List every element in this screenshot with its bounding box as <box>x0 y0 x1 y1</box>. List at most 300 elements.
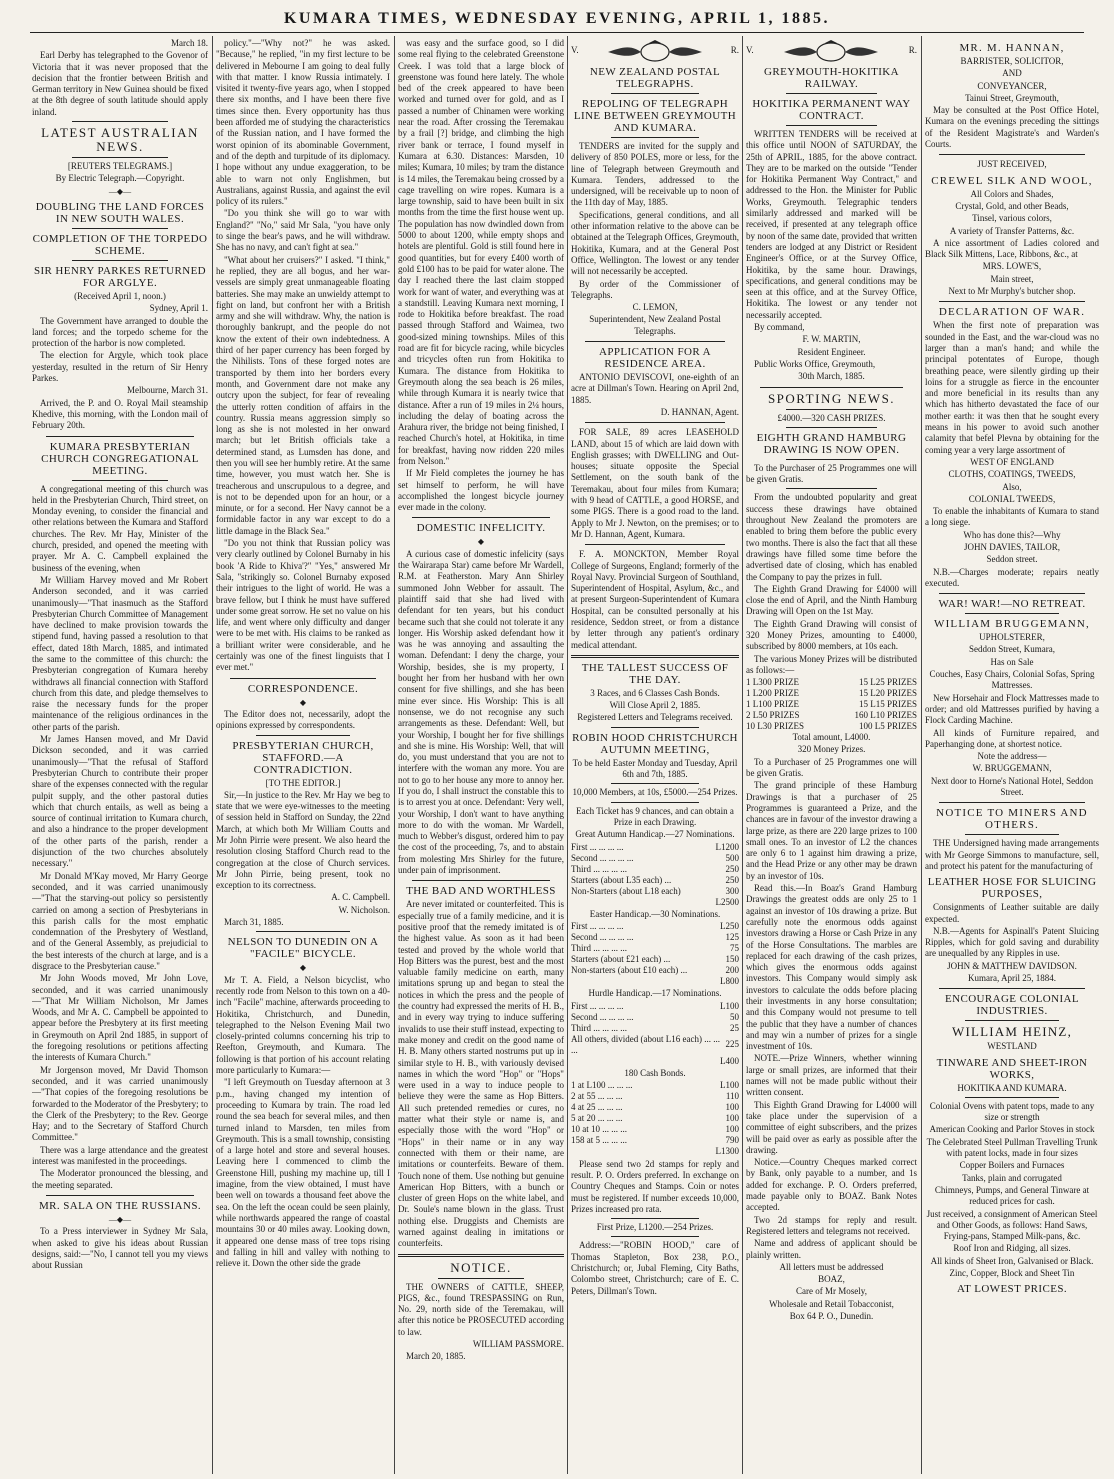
divider <box>939 988 1085 989</box>
divider <box>611 93 699 94</box>
table-cell-value: 500 <box>725 852 739 863</box>
divider <box>46 436 194 437</box>
divider <box>398 1254 564 1257</box>
divider <box>611 1218 699 1219</box>
divider <box>611 137 699 138</box>
paragraph: The various Money Prizes will be distributed as follows:— <box>746 653 917 675</box>
table-cell-label: 1 L200 PRIZE <box>746 688 799 699</box>
divider <box>939 301 1085 302</box>
table-heading: Great Autumn Handicap.—27 Nominations. <box>575 829 735 840</box>
divider <box>760 387 903 388</box>
ad-line: Roof Iron and Ridging, all sizes. <box>953 1243 1071 1254</box>
address-line: Main street, <box>990 273 1034 284</box>
ad-line: Colonial Ovens with patent tops, made to any size or strength <box>929 1100 1095 1123</box>
table-total: L400 <box>720 1055 739 1066</box>
table-total: Total amount, L4000. <box>792 732 871 743</box>
table-cell-value: 790 <box>725 1135 739 1146</box>
headline: NOTICE. <box>450 1259 512 1275</box>
column-divider <box>921 36 922 1474</box>
paragraph: To enable the inhabitants of Kumara to stand a long siege. <box>925 506 1099 528</box>
advertiser-name: JOHN DAVIES, TAILOR, <box>964 541 1060 552</box>
signature-title: Superintendent, New Zealand Postal Telegraphs. <box>589 314 721 336</box>
table-cell-label: 10 at 10 ... ... ... <box>571 1124 627 1135</box>
table-cell-value: 50 <box>730 1011 739 1022</box>
table-heading: Hurdle Handicap.—17 Nominations. <box>588 988 722 999</box>
ad-heading: ENCOURAGE COLONIAL INDUSTRIES. <box>945 993 1079 1018</box>
divider <box>256 735 350 736</box>
ornament: —◆— <box>108 1214 132 1224</box>
table-cell-value: 25 <box>730 1022 739 1033</box>
dateline: Melbourne, March 31. <box>127 385 208 396</box>
table-row <box>571 1001 739 1012</box>
table-cell-label: Third ... ... ... ... <box>571 863 627 874</box>
prize-table <box>571 1001 739 1056</box>
table-row <box>571 1135 739 1146</box>
dateline: Sydney, April 1. <box>149 303 208 314</box>
table-cell-value: 100 L5 PRIZES <box>858 721 917 732</box>
paragraph: "Do you think she will go to war with England?" "No," said Mr Sala, "you have only to singe the bear's paws, and he will withdraw. She has no navy, and can't fight at sea." <box>216 208 390 253</box>
headline: NELSON TO DUNEDIN ON A "FACILE" BICYCLE. <box>227 936 379 961</box>
paragraph: "Do you not think that Russian policy was very clearly outlined by Colonel Burnaby in his book 'A Ride to Khiva'?" "Yes," answered Mr Sala, "strikingly so. Colonel Burnaby exposed their intrigues to the light of world. He was a brave fellow, but I think he must have suffered under some great sorrow. He set no value on his life, and went where only difficulty and danger were to be met with. His claims to be ranked as a brilliant writer were considerable, and he certainly was one of the finest linguists that I ever met." <box>216 538 390 673</box>
headline: EIGHTH GRAND HAMBURG DRAWING IS NOW OPEN. <box>756 431 907 456</box>
table-row <box>571 1012 739 1023</box>
paragraph: Mr John Woods moved, Mr John Love, seconded, and it was carried unanimously—"That Mr William Nicholson, Mr James Woods, and Mr A. C. Campbell be appointed to appear before the Presbytery at its first meeting in Greymouth on April 2nd 1885, in support of the foregoing resolutions or petitions affecting the interests of Kumara Church." <box>32 973 208 1063</box>
paragraph: By order of the Commissioner of Telegraphs. <box>571 278 739 300</box>
paragraph: To a Press interviewer in Sydney Mr Sala, when asked to give his ideas about Russian designs, said:—"No, I cannot tell you my views about Russian <box>32 1226 208 1271</box>
table-heading: Easter Handicap.—30 Nominations. <box>589 908 721 919</box>
paragraph: Two 2d stamps for reply and result. Registered letters and telegrams not received. <box>746 1214 917 1236</box>
paragraph: policy."—"Why not?" he was asked. "Because," he replied, "in my first lecture to be delivered in Mebourne I am going to deal fully with that matter. I know Russia intimately. I visited it twenty-five years ago, when I stopped there six months, and I have been there five times since then. Every opportunity has thus been afforded me of studying the characteristics of the Russian nation, and I have formed the worst opinion of its abominable Government, and of the depth and turpitude of its diplomacy. I hope without any undue exaggeration, to be able to warn not only Englishmen, but Australians, against Russia, and against the evil policy of its rulers." <box>216 38 390 207</box>
received-line: (Received April 1, noon.) <box>74 290 166 301</box>
ad-line: Tanks, plain and corrugated <box>962 1172 1062 1183</box>
info-line: 320 Money Prizes. <box>797 744 866 755</box>
table-total: L2500 <box>715 896 739 907</box>
paragraph: Earl Derby has telegraphed to the Govenor of Victoria that it was never proposed that the decision that the frontier between British and German territory in New Guinea should be fixed at the 8th degree of south latitude should apply inland. <box>32 50 208 117</box>
address-line: Next door to Horne's National Hotel, Seddon Street. <box>930 775 1094 798</box>
table-cell-value: 110 <box>725 1091 739 1102</box>
section-heading: LATEST AUSTRALIAN NEWS. <box>41 125 199 155</box>
ad-line: BARRISTER, SOLICITOR, <box>960 56 1064 66</box>
editor-note: The Editor does not, necessarily, adopt the opinions expressed by correspondents. <box>216 708 390 731</box>
ad-line: Chimneys, Pumps, and General Tinware at reduced prices for cash. <box>934 1184 1090 1207</box>
paragraph: The Eighth Grand Drawing will consist of 320 Money Prizes, amounting to £4000, subscribed by 8000 members, at 10s each. <box>746 618 917 652</box>
table-cell-label: 158 at 5 ... ... ... <box>571 1135 627 1146</box>
ad-line: UPHOLSTERER, <box>979 632 1045 643</box>
table-cell-value: 300 <box>725 885 739 896</box>
ad-line: All kinds of Sheet Iron, Galvanised or Black. <box>930 1255 1094 1266</box>
table-cell-value: L250 <box>720 921 739 932</box>
headline: CORRESPONDENCE. <box>247 682 359 695</box>
divider <box>230 678 376 679</box>
paragraph: All kinds of Furniture repaired, and Paperhanging done, at shortest notice. <box>925 727 1099 749</box>
table-cell-label: 2 at 55 ... ... ... <box>571 1091 623 1102</box>
address-line: Seddon street. <box>986 554 1038 565</box>
table-row <box>571 932 739 943</box>
table-cell-value: L100 <box>720 1000 739 1011</box>
subheading: [REUTERS TELEGRAMS.] <box>67 161 173 172</box>
ad-line: Tainui Street, Greymouth, <box>965 92 1059 103</box>
address-line: Box 64 P. O., Dunedin. <box>789 1311 874 1322</box>
table-cell-label: First ... ... ... ... <box>571 921 624 932</box>
paragraph: To a Purchaser of 25 Programmes one will be given Gratis. <box>746 756 917 779</box>
paragraph: ANTONIO DEVISCOVI, one-eighth of an acre at Dillman's Town. Hearing on April 2nd, 1885. <box>571 372 739 405</box>
table-row <box>571 921 739 932</box>
paragraph: Please send two 2d stamps for reply and result. P. O. Orders preferred. In exchange on Country Cheques and Stamps. Coin or notes must be registered. If number exceeds 10,000, Prizes increased pro rata. <box>571 1158 739 1214</box>
divider <box>965 613 1059 614</box>
divider <box>72 228 168 229</box>
table-row <box>571 1034 739 1056</box>
paragraph: This Eighth Grand Drawing for L4000 will take place under the supervision of a committee of eight subscribers, and the prizes will be paid over as early as possible after the drawing. <box>746 1099 917 1155</box>
table-row <box>746 721 917 732</box>
table-cell-value: 225 <box>725 1039 739 1050</box>
table-row <box>571 886 739 897</box>
advertiser-name: JOHN & MATTHEW DAVIDSON. <box>947 960 1077 971</box>
paragraph: To the Purchaser of 25 Programmes one will be given Gratis. <box>746 462 917 485</box>
paragraph: When the first note of preparation was sounded in the East, and the war-cloud was no larger than a man's hand; and while the principal potentates of Europe, though breathing peace, were silently girding up their loins for a struggle as fierce in the encounter and more beneficial in its results than any which has hitherto devastated the face of our mother earth: it was then that he sought every means in his power to avoid such another calamity that befel Plevna by obtaining for the coming year a very large assortment of <box>925 320 1099 455</box>
divider <box>939 593 1085 594</box>
ad-line: A variety of Transfer Patterns, &c. <box>949 225 1075 236</box>
table-row <box>746 677 917 688</box>
column-divider <box>212 36 213 1474</box>
headline: MR. SALA ON THE RUSSIANS. <box>39 1199 201 1212</box>
signature: D. HANNAN, Agent. <box>660 406 739 417</box>
advertiser-name: WILLIAM BRUGGEMANN, <box>933 618 1090 631</box>
ad-line: Copper Boilers and Furnaces <box>959 1160 1065 1171</box>
paragraph: TENDERS are invited for the supply and delivery of 850 POLES, more or less, for the line of Telegraph between Greymouth and Kumara. Tenders, addressed to the undersigned, will be receivable up to noon of the 11th day of May, 1885. <box>571 141 739 208</box>
table-row <box>571 1124 739 1135</box>
table-cell-value: 100 <box>725 1124 739 1135</box>
divider <box>786 459 877 460</box>
signature-place: Public Works Office, Greymouth, <box>754 358 876 369</box>
table-row <box>571 853 739 864</box>
advertiser-name: MR. M. HANNAN, <box>959 42 1065 54</box>
headline: COMPLETION OF THE TORPEDO SCHEME. <box>32 232 208 257</box>
coat-of-arms-icon <box>600 40 710 62</box>
ad-heading: CREWEL SILK AND WOOL, <box>931 174 1093 187</box>
divider <box>965 1097 1059 1098</box>
paragraph: Name and address of applicant should be plainly written. <box>746 1238 917 1260</box>
crest-letter: R. <box>730 45 739 56</box>
table-cell-value: 15 L25 PRIZES <box>858 677 917 688</box>
paragraph: From the undoubted popularity and great success these drawings have obtained throughout New Zealand the promoters are enabled to bring them before the public every two months. There is also the fact that all these drawings have filled some time before the advertised date of closing, which has enabled the Company to pay the prizes in full. <box>746 492 917 582</box>
ad-line: HOKITIKA AND KUMARA. <box>957 1082 1067 1093</box>
ad-line: Who has done this?—Why <box>963 529 1061 540</box>
paragraph: Mr James Hansen moved, and Mr David Dickson seconded, and it was carried unanimously—"That the refusal of Stafford Presbyterian Church to contribute their proper share of the expenses connected with the regular pulpit supply, and the other pastoral duties which that church entails, as well as being a source of continual irritation to Kumara church, and also a hindrance to the proper development of the other parts of the parish, render a disjunction of the two churches absolutely necessary." <box>32 734 208 869</box>
signature: A. C. Campbell. <box>331 892 390 903</box>
table-row <box>571 1091 739 1102</box>
headline: DOUBLING THE LAND FORCES IN NEW SOUTH WALES. <box>35 200 205 225</box>
prize-table <box>571 921 739 976</box>
coat-of-arms-icon <box>776 40 886 62</box>
headline: HOKITIKA PERMANENT WAY CONTRACT. <box>752 98 911 122</box>
paragraph: Arrived, the P. and O. Royal Mail steamship Khedive, this morning, with the London mail of February 20th. <box>32 397 208 431</box>
headline: ROBIN HOOD CHRISTCHURCH AUTUMN MEETING, <box>572 731 738 756</box>
table-row <box>571 1080 739 1091</box>
table-cell-value: 75 <box>730 943 739 954</box>
headline: APPLICATION FOR A RESIDENCE AREA. <box>599 346 711 371</box>
ad-heading: DECLARATION OF WAR. <box>938 306 1086 319</box>
ad-line: Tinsel, various colors, <box>972 213 1052 224</box>
paragraph: A curious case of domestic infelicity (says the Wairarapa Star) came before Mr Wardell, R.M. at Featherston. Mary Ann Shirley summoned John Webber for assault. The plaintiff said that she had lived with defendant for ten years, but his conduct became such that she could not tolerate it any longer. His Worship asked defendant how it was he was annoying and assaulting the woman. Defendant: I deny the charge, your Worship, besides, she is my property, I bought her from her husband with her own consent for five shillings, and she has been mine ever since. His Worship: This is all nonsense, we do not recognise any such arrangements as these. Defendant: Well, but your Worship, I bought her for five shillings and she is mine. His Worship: Well, that will do, you must understand that you are not to interfere with the woman any more. You are not to go to her house any more to annoy her. If you do, I shall instruct the constable this to is to arrest you at once. Defendant: Very well, your Worship, I don't want to have anything more to do with the woman. Mr Wardell, much to Webber's disgust, ordered him to pay the cost of the proceeding, 7s, and to abstain from molesting Mrs Shirley for the future, under pain of imprisonment. <box>398 548 564 876</box>
table-row <box>571 954 739 965</box>
ad-line: JUST RECEIVED, <box>977 159 1047 170</box>
table-cell-label: Starters (about £21 each) ... <box>571 954 671 965</box>
crest-letter: R. <box>908 45 917 56</box>
ad-line: WEST OF ENGLAND <box>970 456 1054 467</box>
table-cell-value: 160 L10 PRIZES <box>854 710 917 721</box>
signature: WILLIAM PASSMORE. <box>472 1339 564 1350</box>
info-line: Each Ticket has 9 chances, and can obtain a Prize in each Drawing. <box>576 805 734 827</box>
signature-title: Resident Engineer. <box>797 346 866 357</box>
paragraph: Consignments of Leather suitable are daily expected. <box>925 902 1099 924</box>
info-line: 3 Races, and 6 Classes Cash Bonds. <box>590 687 720 698</box>
paragraph: May be consulted at the Post Office Hotel, Kumara on the evenings preceding the sittings of the Resident Magistrate's and Warden's Courts. <box>925 105 1099 150</box>
table-cell-label: 1 L300 PRIZE <box>746 677 799 688</box>
divider <box>786 125 877 126</box>
paragraph: The grand principle of these Hamburg Drawings is that a purchaser of 25 Programmes is guaranteed a Prize, and the chances are in favour of the investor drawing a large prize, as there are 220 large prizes to 100 small ones. To an investor of L2 the chances are only 6 to 1 against him drawing a prize, and the Head Prize or any other may be drawn by an investor of 10s. <box>746 780 917 881</box>
paragraph: Sir,—In justice to the Rev. Mr Hay we beg to state that we were eye-witnesses to the meeting of session held in Stafford on Sunday, the 22nd March, at which both Mr William Coutts and Mr John Pirrie were present. We also heard the resolution closing Stafford Church read to the congregation at the close of Church services. Mr John Pirrie, being present, took no exception to its correctness. <box>216 789 390 891</box>
table-total: L800 <box>720 976 739 987</box>
paragraph: THE Undersigned having made arrangements with Mr George Simmons to manufacture, sell, and protect his patent for the manufacturing of <box>925 838 1099 871</box>
paragraph: Address:—"ROBIN HOOD," care of Thomas Stapleton, Box 238, P.O., Christchurch; or, Jubal Fleming, City Baths, Colombo street, Christchurch; care of E. C. Peters, Dillman's Town. <box>571 1240 739 1296</box>
paragraph: WRITTEN TENDERS will be received at this office until NOON of SATURDAY, the 25th of APRIL, 1885, for the above contract. They are to be marked on the outside "Tender for Hokitika Permanent Way Contract," and addressed to the Hon. the Minister for Public Works, Greymouth. Telegraphic tenders similarly addressed and marked will be received, if presented at any telegraph office by noon of the same date, provided that written tenders are lodged at any District or Resident Engineer's Office, or at the Survey Office, Hokitika, by the same hour. Drawings, specifications, and general conditions may be seen at this office, and at the Survey Office, Hokitika. The lowest or any tender not necessarily accepted. <box>746 129 917 320</box>
column-divider <box>394 36 395 1474</box>
table-row <box>571 1023 739 1034</box>
table-cell-label: Third ... ... ... ... <box>571 1022 627 1033</box>
ad-line: WESTLAND <box>987 1041 1037 1052</box>
advertiser-name: WILLIAM HEINZ, <box>951 1024 1073 1040</box>
table-cell-label: Second ... ... ... ... <box>571 1011 634 1022</box>
column-3 <box>398 38 564 1474</box>
table-cell-value: 125 <box>725 932 739 943</box>
signature-date: March 20, 1885. <box>406 1351 466 1362</box>
paragraph: If Mr Field completes the journey he has set himself to perform, he will have accomplished the longest bicycle journey ever made in the colony. <box>398 468 564 513</box>
ornament: ◆ <box>299 697 307 707</box>
table-row <box>571 842 739 853</box>
divider <box>965 1020 1059 1021</box>
divider <box>412 517 550 518</box>
signature: C. LEMON, <box>632 302 678 313</box>
table-cell-label: Non-Starters (about L18 each) <box>571 885 681 896</box>
table-cell-label: Starters (about L35 each) ... <box>571 874 672 885</box>
paragraph: The Government have arranged to double the land forces; and the torpedo scheme for the protection of the harbor is now completed. <box>32 315 208 349</box>
prize-table <box>746 677 917 732</box>
paragraph: N.B.—Charges moderate; repairs neatly executed. <box>925 566 1099 588</box>
column-1 <box>32 38 208 1474</box>
table-cell-label: Second ... ... ... ... <box>571 852 634 863</box>
table-row <box>571 875 739 886</box>
table-row <box>571 943 739 954</box>
ad-line: Zinc, Copper, Block and Sheet Tin <box>949 1268 1075 1279</box>
divider <box>611 1236 699 1237</box>
column-6 <box>925 38 1099 1474</box>
table-cell-label: Third ... ... ... ... <box>571 943 627 954</box>
ad-heading: LEATHER HOSE FOR SLUICING PURPOSES, <box>927 876 1097 901</box>
table-row <box>746 699 917 710</box>
info-line: Will Close April 2, 1885. <box>609 700 701 711</box>
paragraph: The Eighth Grand Drawing for £4000 will close the end of April, and the Ninth Hamburg Drawing will Open on the 1st May. <box>746 583 917 617</box>
ad-line: CLOTHS, COATINGS, TWEEDS, <box>948 469 1076 480</box>
ad-line: Couches, Easy Chairs, Colonial Sofas, Spring Mattresses. <box>929 669 1095 691</box>
table-cell-value: 100 <box>725 1113 739 1124</box>
table-cell-value: 250 <box>725 863 739 874</box>
table-cell-label: First ... ... ... ... <box>571 1000 624 1011</box>
masthead-rule <box>30 32 1084 33</box>
divider <box>571 655 739 658</box>
address-line: Next to Mr Murphy's butcher shop. <box>948 286 1076 297</box>
headline: PRESBYTERIAN CHURCH, STAFFORD.—A CONTRADICTION. <box>232 739 374 776</box>
column-4 <box>571 38 739 1474</box>
table-cell-label: 2 L50 PRIZES <box>746 710 800 721</box>
headline: GREYMOUTH-HOKITIKA RAILWAY. <box>764 66 899 90</box>
table-cell-label: 5 at 20 ... ... ... <box>571 1113 623 1124</box>
divider <box>786 488 877 489</box>
headline: DOMESTIC INFELICITY. <box>416 522 546 535</box>
headline: THE TALLEST SUCCESS OF THE DAY. <box>581 661 729 686</box>
table-cell-value: 150 <box>725 954 739 965</box>
table-cell-value: 250 <box>725 874 739 885</box>
headline: REPOLING OF TELEGRAPH LINE BETWEEN GREYMOUTH AND KUMARA. <box>573 98 737 134</box>
info-line: 10,000 Members, at 10s, £5000.—254 Prizes. <box>572 787 738 798</box>
table-cell-label: 10 L30 PRIZES <box>746 721 805 732</box>
ad-line: The Celebrated Steel Pullman Travelling Trunk with patent locks, made in four sizes <box>926 1136 1098 1159</box>
paragraph: NOTE.—Prize Winners, whether winning large or small prizes, are informed that their names will not be made public without their written consent. <box>746 1053 917 1098</box>
paragraph: All letters must be addressed <box>779 1261 884 1272</box>
divider <box>611 783 699 784</box>
paragraph: "I left Greymouth on Tuesday afternoon at 3 p.m., having changed my intention of proceeding to Kumara by train. The road led round the sea beach for several miles, and then turned inland to Marsden, ten miles from Greymouth. This is a small township, consisting of a large hotel and store and several houses. Leaving here I commenced to climb the Greenstone Hill, pushing my machine up, till I imagine, from the view obtained, I must have been well on towards a thousand feet above the sea. On the left the ocean could be seen plainly, while northwards appeared the range of coastal mountains 30 or 40 miles away. Looking down, it appeared one dense mass of tree tops rising and falling in hill and valley with nothing to relieve it. Down the other side the grade <box>216 1077 390 1269</box>
table-cell-label: Second ... ... ... ... <box>571 932 634 943</box>
table-cell-value: 100 <box>725 1102 739 1113</box>
paragraph: was easy and the surface good, so I did some real flying to the celebrated Greenstone Creek. I was told that a large block of greenstone was found here lately. The whole bed of the creek appeared to have been worked and turned over for gold, and as I passed a number of Chinamen were working near the road. After crossing the Teremakau by a frail [?] bridge, and climbing the high river bank or terrace, I found myself in Kumara at 6.30. Distances: Marsden, 10 miles; Kumara, 10 miles; by tram the distance is 14 miles, the Teremakau being crossed by a cage travelling on wire ropes. Kumara is a large township, said to have been built in six months from the time the first house went up. The population has now dwindled down from 5000 to about 1200, while empty shops and hotels are plentiful. Gold is still found here in good quantities, but for every £400 worth of gold £100 has to be paid for water alone. The day I reached there the last claim stopped work for want of water, and everything was at a standstill. Leaving Kumara next morning, I rode to Hokitika before breakfast. The road passed through Stafford and Waimea, two good-sized mining townships. Miles of this road are fit for bicycle racing, while bicycles and tricycles often run from Hokitika to Kumara. The distance from Hokitika to Greymouth along the sea beach is 26 miles, while through Kumara it is nearly twice that distance. After a run of 19 miles in 2¼ hours, including the delay of boating across the Arahura river, the bridge not being finished, I reached Church's hotel, at Hokitika, in time for breakfast, having now ridden 220 miles from Nelson." <box>398 38 564 466</box>
divider <box>611 727 699 728</box>
paragraph: A nice assortment of Ladies colored and Black Silk Mittens, Lace, Ribbons, &c., at <box>925 237 1099 260</box>
paragraph: "What about her cruisers?" I asked. "I think," he replied, they are all bogus, and her war-vessels are simply great unmanageable floating batteries. She may make an unwieldy attempt to fight on land, but confront her with a British army and she will withdraw. Why, the nation is thoroughly bankrupt, and the people do not know the extent of their own indebtedness. A third of her paper currency has been forged by the Nihilists. Tons of these forged notes are transported by them into her borders every month, and Government dare not make any outcry upon the subject, for fear of revealing the utterly rotten condition of affairs in the country. Russia means aggression simply so long as she is not molested in her onward march; but let British officials take a determined stand, as Lumsden has done, and then you will see her humbly retire. At the same time, however, you must watch her. She is treacherous and unscrupulous to a degree, and is not to be depended upon for an hour, or a minute, or for a second. Her Navy cannot be a formidable factor in any war except to do a little damage in the Black Sea." <box>216 254 390 536</box>
info-line: Registered Letters and Telegrams received. <box>577 712 733 723</box>
column-divider <box>567 36 568 1474</box>
crest-letter: V. <box>571 45 579 56</box>
advertiser-name: BOAZ, <box>818 1274 845 1285</box>
signature: F. W. MARTIN, <box>802 334 861 345</box>
divider <box>786 93 877 94</box>
address-line: Seddon Street, Kumara, <box>969 644 1055 655</box>
ad-line: Just received, a consignment of American Steel and Other Goods, as follows: Hand Saws, Frying-pans, Stamped Milk-pans, &c. <box>926 1208 1098 1242</box>
prize-table <box>571 842 739 897</box>
ad-line: AND <box>1002 68 1022 79</box>
table-cell-value: 200 <box>725 965 739 976</box>
table-cell-value: L100 <box>720 1080 739 1091</box>
signature-date: March 31, 1885. <box>224 917 284 928</box>
divider <box>786 409 877 410</box>
ad-line: Note the address— <box>977 751 1047 762</box>
table-cell-label: 4 at 25 ... ... ... <box>571 1102 623 1113</box>
paragraph: The Moderator pronounced the blessing, and the meeting separated. <box>32 1168 208 1190</box>
ad-heading: TINWARE AND SHEET-IRON WORKS, <box>936 1056 1088 1081</box>
dateline: March 18. <box>171 38 208 48</box>
table-cell-value: 15 L20 PRIZES <box>858 688 917 699</box>
signature: W. Nicholson. <box>338 904 390 915</box>
headline: SIR HENRY PARKES RETURNED FOR ARGLYE. <box>33 264 207 289</box>
table-cell-label: All others, divided (about L16 each) ... ... ... <box>571 1033 720 1055</box>
table-cell-value: 15 L15 PRIZES <box>858 699 917 710</box>
divider <box>611 802 699 803</box>
headline: THE BAD AND WORTHLESS <box>406 885 556 898</box>
paragraph: N.B.—Agents for Aspinall's Patent Sluicing Ripples, which for gold saving and durability are unequalled by any Ripples in use. <box>925 925 1099 959</box>
ornament: —◆— <box>108 186 132 196</box>
divider <box>412 880 550 881</box>
headline: KUMARA PRESBYTERIAN CHURCH CONGREGATIONAL MEETING. <box>41 440 199 477</box>
headline: NEW ZEALAND POSTAL TELEGRAPHS. <box>589 66 721 90</box>
signature-date: Kumara, April 25, 1884. <box>968 973 1056 983</box>
ad-heading: WAR! WAR!—NO RETREAT. <box>938 598 1086 611</box>
table-cell-label: 1 at L100 ... ... ... <box>571 1080 633 1091</box>
paragraph: Notice.—Country Cheques marked correct by Bank, only payable to a number, and 1s added for exchange. P. O. Orders preferred, made payable only to BOAZ. Bank Notes accepted. <box>746 1157 917 1213</box>
address-line: Care of Mr Mosely, <box>796 1286 867 1297</box>
royal-crest <box>571 40 739 62</box>
table-row <box>746 710 917 721</box>
advertiser-name: MRS. LOWE'S, <box>982 261 1042 272</box>
column-2 <box>216 38 390 1474</box>
signature-date: 30th March, 1885. <box>798 371 865 382</box>
paragraph: FOR SALE, 89 acres LEASEHOLD LAND, about 15 of which are laid down with English grasses; with DWELLING and Out-houses; situate opposite the Special Settlement, on the south bank of the Teremakau, about four miles from Kumara; with 9 head of CATTLE, a good HORSE, and some PIGS. There is a good road to the land. Apply to Mr J. Newton, on the premises; or to Mr D. Hannan, Agent, Kumara. <box>571 427 739 539</box>
info-line: To be held Easter Monday and Tuesday, April 6th and 7th, 1885. <box>572 757 738 780</box>
divider <box>786 427 877 428</box>
divider <box>72 157 168 158</box>
table-row <box>571 1113 739 1124</box>
table-heading: 180 Cash Bonds. <box>624 1068 686 1079</box>
paragraph: The election for Argyle, which took place yesterday, resulted in the return of Sir Henry Parkes. <box>32 350 208 384</box>
ad-heading: AT LOWEST PRICES. <box>957 1283 1067 1296</box>
divider <box>939 154 1085 155</box>
ad-line: All Colors and Shades, <box>970 188 1054 199</box>
paragraph: Are never imitated or counterfeited. This is especially true of a family medicine, and it is positive proof that the remedy imitated is of the highest value. As soon as it had been tested and proved by the whole world that Hop Bitters was the purest, best and the most valuable family medicine on earth, many imitations sprung up and began to steal the notices in which the press and the people of the country had expressed the merits of H. B., and in every way trying to induce suffering invalids to use their stuff instead, expecting to make money and credit on the good name of H. B. Many others started nostrums put up in similar style to H. B., with variously devised names in which the word "Hop" or "Hops" were used in a way to induce people to believe they were the same as Hop Bitters. All such pretended remedies or cures, no matter what their style or name is, and especially those with the word "Hop" or "Hops" in their name or in any way connected with them or their name, are imitations or counterfeits. Beware of them. Touch none of them. Use nothing but genuine American Hop Bitters, with a bunch or cluster of green Hops on the white label, and Dr. Soule's name blown in the glass. Trust nothing else. Druggists and Chemists are warned against dealing in imitations or counterfeits. <box>398 899 564 1249</box>
divider <box>965 834 1059 835</box>
table-cell-label: 1 L100 PRIZE <box>746 699 799 710</box>
paragraph: F. A. MONCKTON, Member Royal College of Surgeons, England; formerly of the Royal Navy. Provincial Surgeon of Southland, Superintendent of Hospital, Asylum, &c., and at present Surgeon-Superintendent of Kumara Hospital, can be consulted personally at his residence, Seddon street, or from a distance by letter through any patient's ordinary medical attendant. <box>571 549 739 650</box>
crest-letter: V. <box>746 45 754 56</box>
column-divider <box>742 36 743 1474</box>
table-cell-label: First ... ... ... ... <box>571 841 624 852</box>
paragraph: Read this.—In Boaz's Grand Hamburg Drawings the greatest odds are only 25 to 1 against an investor of 10s drawing a prize. But carefully note the enormous odds against investors drawing a Horse or Cash Prize in any of the Horse Consultations. The marbles are replaced for each drawing of the cash prizes, which gives the enormous odds against investors. This Company would simply ask investors to calculate the odds before placing their investments in any horse consultation; and this Company would not presume to tell the public that they have a number of chances and may win a number of prizes for a single investment of 10s. <box>746 883 917 1052</box>
table-row <box>571 965 739 976</box>
subheading: [TO THE EDITOR.] <box>265 777 341 788</box>
table-total: L1300 <box>715 1146 739 1157</box>
divider <box>438 1278 524 1279</box>
ad-line: Also, <box>1002 481 1022 492</box>
divider <box>72 260 168 261</box>
divider <box>585 544 725 545</box>
divider <box>72 121 168 122</box>
masthead: KUMARA TIMES, WEDNESDAY EVENING, APRIL 1, 1885. <box>283 10 831 27</box>
address-line: Wholesale and Retail Tobacconist, <box>769 1298 894 1309</box>
ornament: ◆ <box>299 963 307 973</box>
table-row <box>746 688 917 699</box>
divider <box>256 931 350 932</box>
paragraph: New Horsehair and Flock Mattresses made to order; and old Mattresses purified by having a Flock Carding Machine. <box>925 692 1099 726</box>
prize-table <box>571 1080 739 1146</box>
ad-line: Has on Sale <box>990 656 1034 667</box>
divider <box>46 1195 194 1196</box>
divider <box>585 341 725 342</box>
ad-line: Crystal, Gold, and other Beads, <box>955 200 1069 211</box>
paragraph: Mr T. A. Field, a Nelson bicyclist, who recently rode from Nelson to this town on a 40-inch "Facile" machine, afterwards proceeding to Hokitika, Christchurch, and Dunedin, telegraphed to the Nelson Evening Mail two closely-printed columns concerning his trip to Reefton, Greymouth, and Kumara. The following is that portion of his account relating more particularly to Kumara:— <box>216 974 390 1076</box>
divider <box>72 480 168 481</box>
paragraph: By command, <box>754 322 805 333</box>
paragraph: Mr Jorgenson moved, Mr David Thomson seconded, and it was carried unanimously—"That copies of the foregoing resolutions be forwarded to the Moderator of the Presbytery; to the Clerk of the Presbytery; to the Rev. George Hay; and to the Secretary of Stafford Church Committee." <box>32 1064 208 1143</box>
table-cell-label: Non-starters (about £10 each) ... <box>571 965 688 976</box>
ad-line: COLONIAL TWEEDS, <box>968 493 1056 504</box>
paragraph: There was a large attendance and the greatest interest was manifested in the proceedings. <box>32 1144 208 1167</box>
paragraph: THE OWNERS of CATTLE, SHEEP, PIGS, &c., found TRESPASSING on Run, No. 29, north side of the Teremakau, will after this notice be PROSECUTED according to law. <box>398 1281 564 1337</box>
